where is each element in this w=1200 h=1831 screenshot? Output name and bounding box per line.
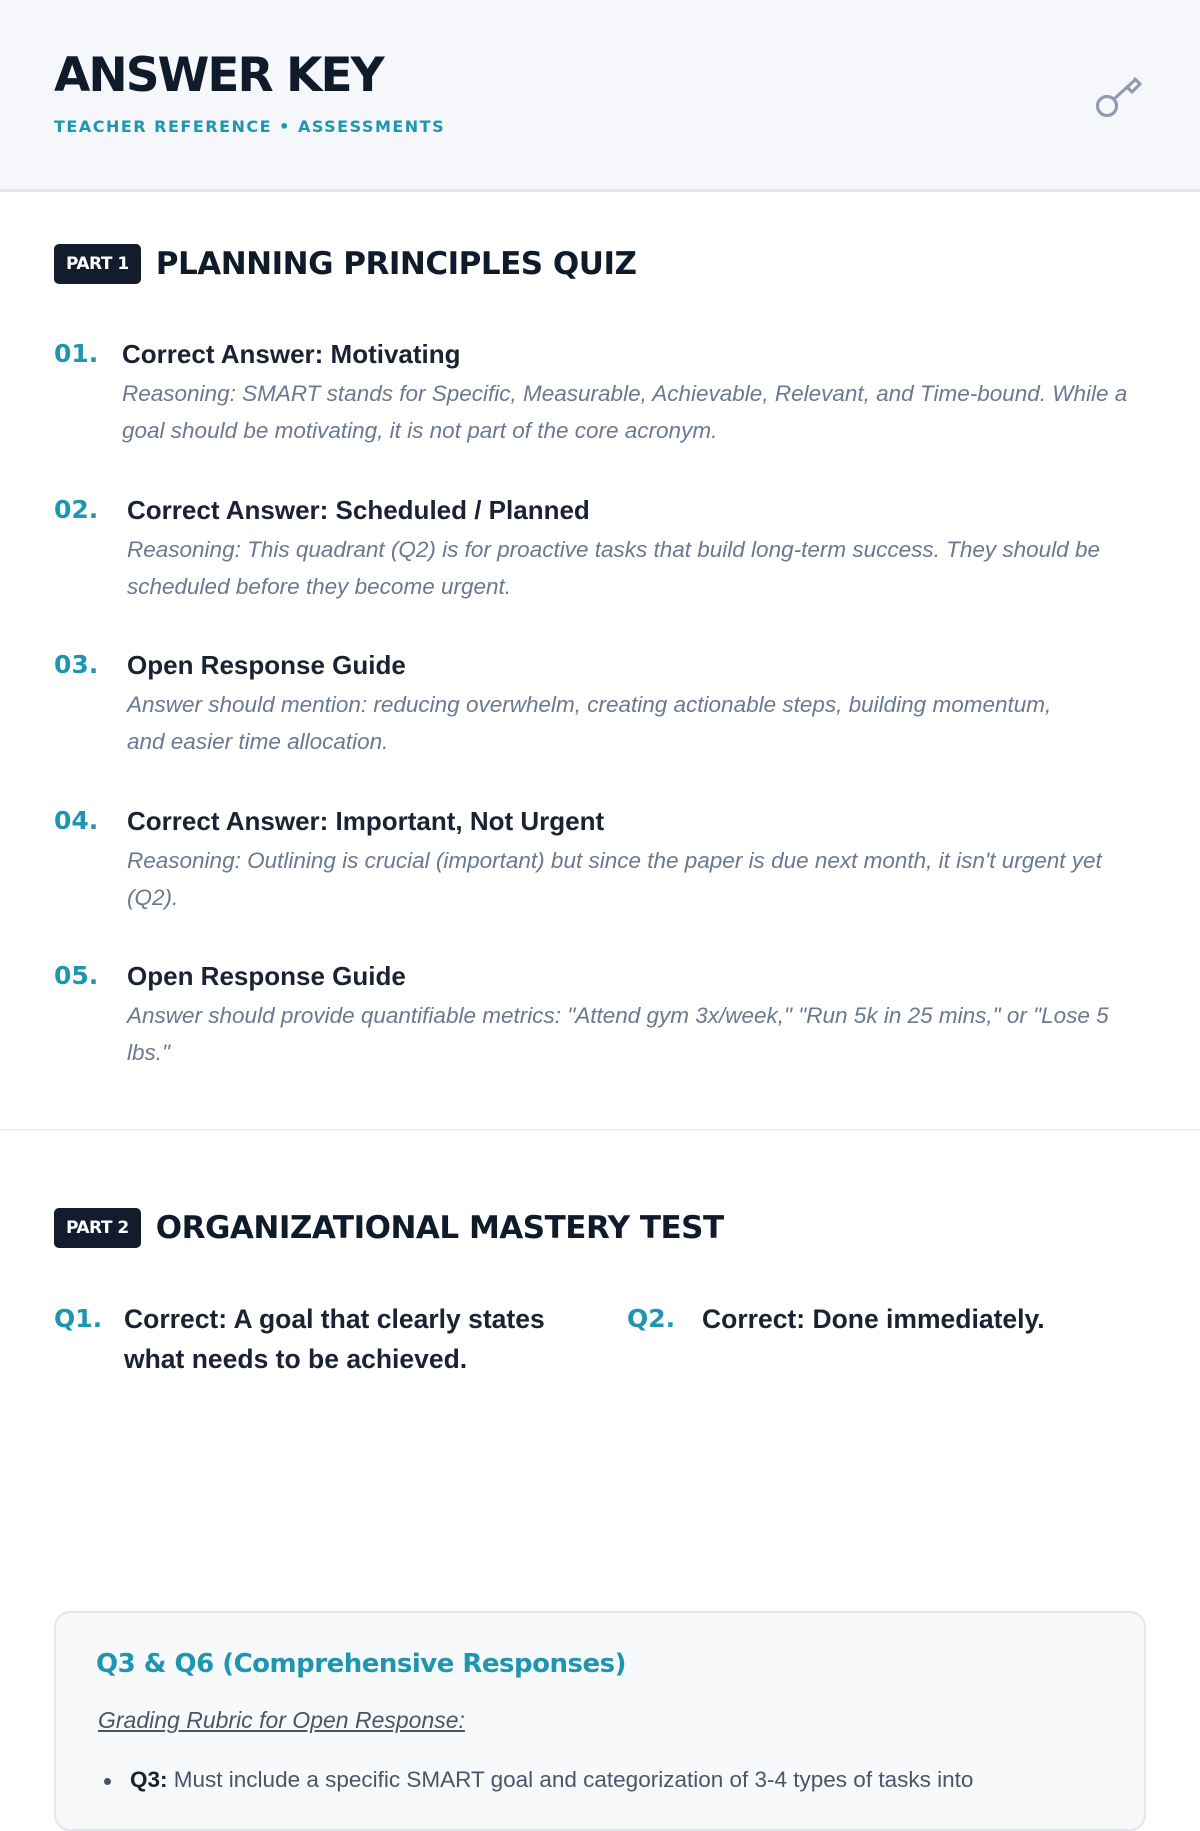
answer-reasoning: Reasoning: SMART stands for Specific, Measurable, Achievable, Relevant, and Time-bound. While a goal should be motivating, it is not part of the core acronym.	[122, 381, 1128, 443]
answer-reasoning: Answer should provide quantifiable metrics: "Attend gym 3x/week," "Run 5k in 25 mins," or "Lose 5 lbs."	[127, 1003, 1109, 1065]
answer-reasoning: Reasoning: This quadrant (Q2) is for proactive tasks that build long-term success. They should be scheduled before they become urgent.	[127, 537, 1100, 599]
page-header	[0, 0, 1200, 192]
rubric-list	[98, 1763, 1108, 1797]
question-answer: Correct: A goal that clearly states what needs to be achieved.	[124, 1304, 545, 1374]
rubric-item-text: Must include a specific SMART goal and categorization of 3-4 types of tasks into	[173, 1767, 974, 1792]
part-title: PLANNING PRINCIPLES QUIZ	[155, 246, 637, 282]
part-badge: PART 1	[54, 244, 141, 284]
rubric-item	[98, 1763, 1108, 1797]
rubric-label: Grading Rubric for Open Response:	[98, 1707, 465, 1733]
rubric-title: Q3 & Q6 (Comprehensive Responses)	[96, 1649, 626, 1679]
answer-number: 01.	[54, 339, 99, 368]
answer-title: Correct Answer: Important, Not Urgent	[127, 806, 605, 836]
part-title: ORGANIZATIONAL MASTERY TEST	[155, 1210, 724, 1246]
answer-title: Correct Answer: Motivating	[122, 339, 461, 369]
answer-body	[127, 959, 1142, 1071]
part-2-heading	[54, 1208, 724, 1248]
answer-reasoning: Reasoning: Outlining is crucial (important) but since the paper is due next month, it isn't urgent yet (Q2).	[127, 848, 1102, 910]
answer-number: 03.	[54, 650, 99, 679]
rubric-item-lead: Q3:	[130, 1767, 168, 1792]
part-1-heading	[54, 244, 636, 284]
answer-title: Open Response Guide	[127, 961, 406, 991]
page-title: ANSWER KEY	[54, 48, 383, 103]
answer-title: Open Response Guide	[127, 650, 406, 680]
key-icon	[1094, 70, 1146, 122]
answer-number: 05.	[54, 961, 99, 990]
question-number: Q1.	[54, 1304, 103, 1333]
answer-body	[127, 804, 1112, 916]
question-number: Q2.	[627, 1304, 676, 1333]
answer-body	[127, 648, 1062, 760]
answer-body	[127, 493, 1102, 605]
rubric-card	[54, 1611, 1146, 1831]
part-badge: PART 2	[54, 1208, 141, 1248]
question-answer: Correct: Done immediately.	[702, 1304, 1045, 1334]
answer-number: 02.	[54, 495, 99, 524]
answer-body	[122, 337, 1132, 449]
section-divider	[0, 1129, 1200, 1131]
answer-reasoning: Answer should mention: reducing overwhelm, creating actionable steps, building momentum, and easier time allocation.	[127, 692, 1052, 754]
answer-number: 04.	[54, 806, 99, 835]
page-subtitle: TEACHER REFERENCE • ASSESSMENTS	[54, 117, 446, 136]
answer-title: Correct Answer: Scheduled / Planned	[127, 495, 590, 525]
